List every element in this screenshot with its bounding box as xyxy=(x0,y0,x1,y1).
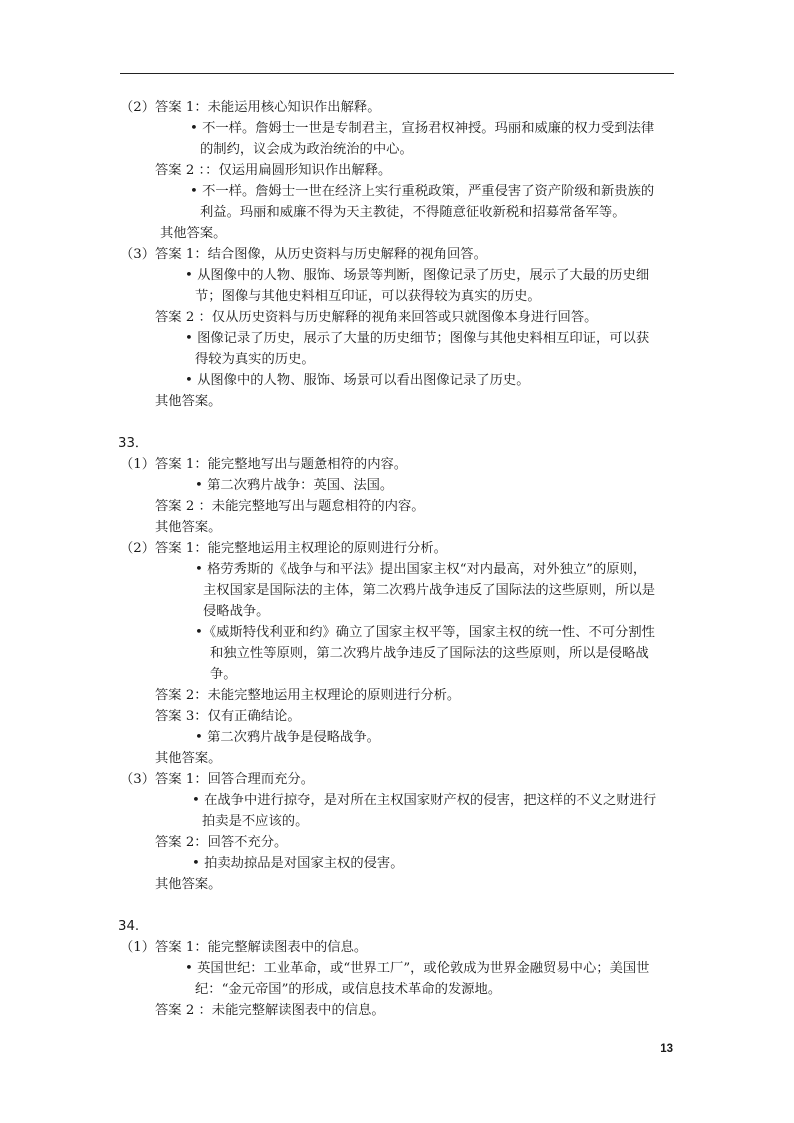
text-line: 争。 xyxy=(210,667,237,682)
text-line: 其他答案。 xyxy=(155,394,222,409)
text-line: 得较为真实的历史。 xyxy=(195,352,315,367)
text-line: • 第二次鸦片战争是侵略战争。 xyxy=(195,730,380,745)
text-line: •《威斯特伐利亚和约》确立了国家主权平等，国家主权的统一性、不可分割性 xyxy=(195,625,655,640)
text-line: 答案 2：未能完整地运用主权理论的原则进行分析。 xyxy=(155,688,461,703)
text-line: （3）答案 1：回答合理而充分。 xyxy=(120,772,315,787)
text-line: • 从图像中的人物、服饰、场景等判断，图像记录了历史，展示了大最的历史细 xyxy=(185,268,650,283)
text-line: 答案 2：回答不充分。 xyxy=(155,835,288,850)
text-line: 拍卖是不应该的。 xyxy=(202,814,309,829)
text-line: 纪：“金元帝国”的形成，或信息技术革命的发源地。 xyxy=(195,982,502,997)
text-line: • 格劳秀斯的《战争与和平法》提出国家主权“对内最高，对外独立”的原则， xyxy=(195,562,647,577)
text-line: • 英国世纪：工业革命，或“世界工厂”，或伦敦成为世界金融贸易中心；美国世 xyxy=(185,961,650,976)
text-line: 答案 2 ：：仅运用扁圆形知识作出解释。 xyxy=(155,163,392,178)
text-line: • 第二次鸦片战争：英国、法国。 xyxy=(195,478,394,493)
text-line: • 不一样。詹姆士一世是专制君主，宣扬君权神授。玛丽和威廉的权力受到法律 xyxy=(190,121,655,136)
text-line: 答案 2 ：未能完整地写出与题怠相符的内容。 xyxy=(155,499,425,514)
text-line: （3）答案 1：结合图像，从历史资料与历史解释的视角回答。 xyxy=(120,247,487,262)
text-line: 利益。玛丽和威廉不得为天主教徒，不得随意征收新税和招募常备军等。 xyxy=(200,205,626,220)
text-line: 侵略战争。 xyxy=(203,604,270,619)
text-line: • 从图像中的人物、服饰、场景可以看出图像记录了历史。 xyxy=(185,373,530,388)
header-rule xyxy=(120,73,674,74)
question-number: 34. xyxy=(118,919,140,934)
text-line: （1）答案 1：能完整解读图表中的信息。 xyxy=(120,940,368,955)
text-line: 的制约，议会成为政治统治的中心。 xyxy=(200,142,413,157)
text-line: 其他答案。 xyxy=(155,520,222,535)
text-line: 主权国家是国际法的主体，第二次鸦片战争违反了国际法的这些原则，所以是 xyxy=(203,583,656,598)
text-line: 答案 3：仅有正确结论。 xyxy=(155,709,301,724)
text-line: 其他答案。 xyxy=(160,226,227,241)
text-line: 节；图像与其他史料相互印证，可以获得较为真实的历史。 xyxy=(195,289,541,304)
text-line: • 在战争中进行掠夺，是对所在主权国家财产权的侵害，把这样的不义之财进行 xyxy=(192,793,657,808)
text-line: • 不一样。詹姆士一世在经济上实行重税政策，严重侵害了资产阶级和新贵族的 xyxy=(190,184,655,199)
text-line: 和独立性等原则，第二次鸦片战争违反了国际法的这些原则，所以是侵略战 xyxy=(210,646,649,661)
text-line: • 拍卖劫掠品是对国家主权的侵害。 xyxy=(192,856,404,871)
text-line: 其他答案。 xyxy=(155,877,222,892)
text-line: （1）答案 1：能完整地写出与题惫相符的内容。 xyxy=(120,457,408,472)
question-number: 33． xyxy=(118,436,149,451)
text-line: 答案 2 ：未能完整解读图表中的信息。 xyxy=(155,1003,385,1018)
text-line: • 图像记录了历史，展示了大量的历史细节；图像与其他史料相互印证，可以获 xyxy=(185,331,650,346)
page-number: 13 xyxy=(660,1043,673,1055)
text-line: 答案 2 ：仅从历史资料与历史解释的视角来回答或只就图像本身进行回答。 xyxy=(155,310,598,325)
text-line: 其他答案。 xyxy=(155,751,222,766)
text-line: （2）答案 1：未能运用核心知识作出解释。 xyxy=(120,100,381,115)
text-line: （2）答案 1：能完整地运用主权理论的原则进行分析。 xyxy=(120,541,447,556)
